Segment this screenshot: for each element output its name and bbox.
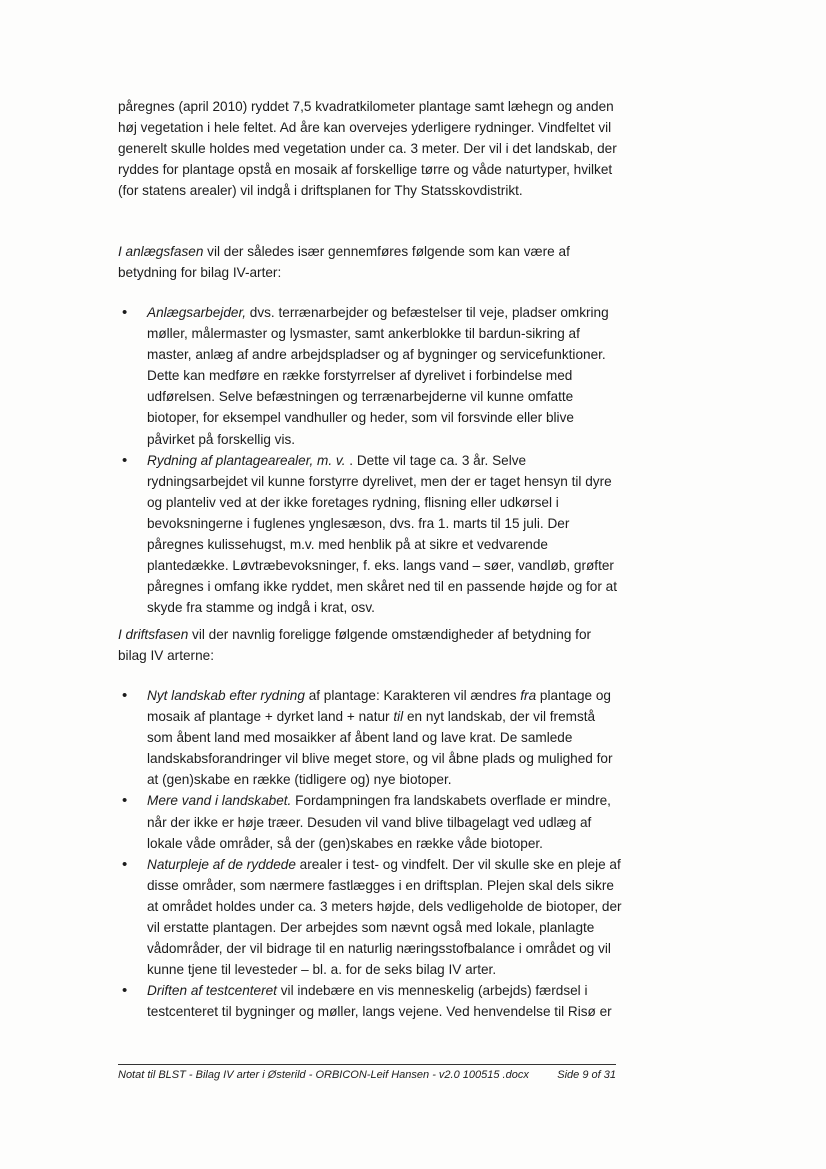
list-item-text: arealer i test- og vindfelt. Der vil skulle ske en pleje af disse områder, som nærmere fastlægges i en driftsplan. Plejen skal dels sikre at området holdes under ca. 3 meters højde, dels vedligeholde de biotoper, der vil erstatte plantagen. Der arbejdes som nævnt også med lokale, planlagte vådområder, der vil bidrage til en naturlig næringsstofbalance i området og vil kunne tjene til levesteder – bl. a. for de seks bilag IV arter. xyxy=(147,856,622,978)
paragraph-text: vil der navnlig foreligge følgende omstændigheder af betydning for bilag IV arterne: xyxy=(118,627,592,664)
paragraph-construction-phase xyxy=(118,241,623,283)
list-item xyxy=(118,854,623,981)
list-item-lead: Anlægsarbejder, xyxy=(147,305,246,320)
page-footer xyxy=(118,1069,616,1081)
list-item-text: vil indebære en vis menneskelig (arbejds) færdsel i testcenteret til bygninger og møller, langs vejene. Ved henvendelse til Risø er xyxy=(147,983,612,1020)
paragraph-lead: I driftsfasen xyxy=(118,627,189,642)
list-item-emphasis: til xyxy=(393,709,404,725)
bullet-list-construction xyxy=(118,302,623,618)
list-item-lead: Naturpleje af de ryddede xyxy=(147,856,296,872)
footer-document-name: Notat til BLST - Bilag IV arter i Østerild - ORBICON-Leif Hansen - v2.0 100515 .docx xyxy=(118,1069,529,1081)
paragraph-lead: I anlægsfasen xyxy=(118,244,204,259)
list-item-text: plantage og mosaik af plantage + dyrket land + natur xyxy=(147,688,611,725)
paragraph-operation-phase xyxy=(118,624,623,666)
list-item-lead: Driften af testcenteret xyxy=(147,983,277,999)
list-item-emphasis: fra xyxy=(520,688,537,703)
bullet-list-operation xyxy=(118,685,623,1023)
list-item xyxy=(118,450,623,619)
paragraph-text: påregnes (april 2010) ryddet 7,5 kvadratkilometer plantage samt læhegn og anden høj vegetation i hele feltet. Ad åre kan overvejes yderligere rydninger. Vindfeltet vil generelt skulle holdes med vegetation under ca. 3 meter. Der vil i det landskab, der ryddes for plantage opstå en mosaik af forskellige tørre og våde naturtyper, hvilket (for statens arealer) vil indgå i driftsplanen for Thy Statsskovdistrikt. xyxy=(118,99,617,199)
list-item-text: dvs. terrænarbejder og befæstelser til veje, pladser omkring møller, målermaster og lysmaster, samt ankerblokke til bardun-sikring af master, anlæg af andre arbejdspladser og af bygninger og servicefunktioner. Dette kan medføre en række forstyrrelser af dyrelivet i forbindelse med udførelsen. Selve befæstningen og terrænarbejderne vil kunne omfatte biotoper, for eksempel vandhuller og heder, som vil forsvinde eller blive påvirket på forskellig vis. xyxy=(147,305,609,447)
list-item xyxy=(118,302,623,450)
list-item-text: . Dette vil tage ca. 3 år. Selve rydningsarbejdet vil kunne forstyrre dyrelivet, men der er taget hensyn til dyre og planteliv ved at der ikke foretages rydning, flisning eller udkørsel i bevoksningerne i fuglenes ynglesæson, dvs. fra 1. marts til 15 juli. Der påregnes kulissehugst, m.v. med henblik på at sikre et vedvarende plantedække. Løvtræbevoksninger, f. eks. langs vand – søer, vandløb, grøfter påregnes i omfang ikke ryddet, men skåret ned til en passende højde og for at skyde fra stamme og indgå i krat, osv. xyxy=(147,452,618,616)
list-item-lead: Mere vand i landskabet. xyxy=(147,793,292,809)
list-item-text: Fordampningen fra landskabets overflade er mindre, når der ikke er høje træer. Desuden vil vand blive tilbagelagt ved udlæg af lokale våde områder, så der (gen)skabes en række våde biotoper. xyxy=(147,793,611,851)
footer-page-number: Side 9 of 31 xyxy=(557,1069,616,1081)
list-item xyxy=(118,685,623,790)
list-item xyxy=(118,980,623,1022)
list-item-lead: Rydning af plantagearealer, m. v. xyxy=(147,452,346,468)
list-item-text: en nyt landskab, der vil fremstå som åbent land med mosaikker af åbent land og lave krat. De samlede landskabsforandringer vil blive meget store, og vil åbne plads og mulighed for at (gen)skabe en række (tidligere og) nye biotoper. xyxy=(147,709,613,788)
list-item xyxy=(118,790,623,853)
footer-divider xyxy=(118,1064,616,1065)
paragraph-intro xyxy=(118,96,623,201)
paragraph-text: vil der således især gennemføres følgende som kan være af betydning for bilag IV-arter: xyxy=(118,244,570,281)
list-item-lead: Nyt landskab efter rydning xyxy=(147,688,305,703)
list-item-text: af plantage: Karakteren vil ændres xyxy=(304,688,521,703)
